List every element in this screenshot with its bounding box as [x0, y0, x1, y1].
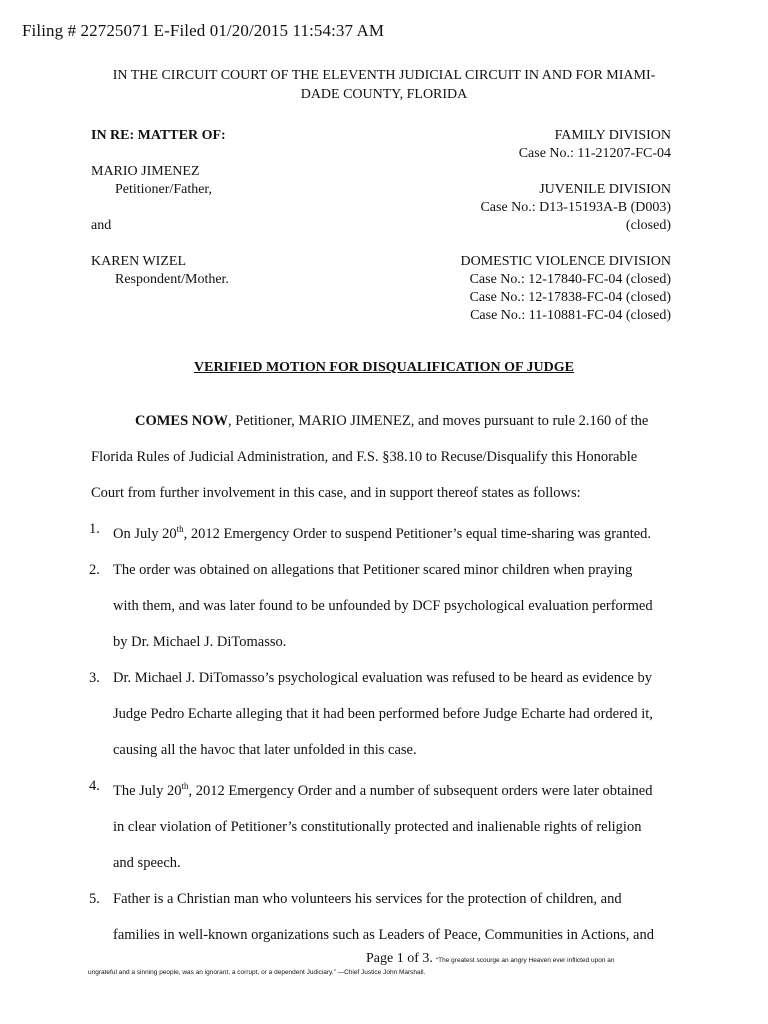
intro-paragraph	[91, 403, 691, 511]
dv-division: DOMESTIC VIOLENCE DIVISION	[460, 254, 671, 269]
intro-line-1: , Petitioner, MARIO JIMENEZ, and moves pursuant to rule 2.160 of the	[228, 413, 649, 429]
family-division: FAMILY DIVISION	[554, 128, 671, 143]
court-heading	[80, 66, 688, 104]
intro-line-3: Court from further involvement in this case, and in support thereof states as follows:	[91, 485, 581, 501]
numbered-list	[89, 511, 689, 953]
page-number: Page 1 of 3.	[366, 951, 433, 966]
intro-lead: COMES NOW	[135, 413, 229, 429]
in-re-label: IN RE: MATTER OF:	[91, 128, 226, 143]
list-item: 2. The order was obtained on allegations that Petitioner scared minor children when praying with them, and was later found to be unfounded by DCF psychological evaluation performed by Dr. Michael J. DiTomasso.	[89, 561, 653, 650]
family-case-number: Case No.: 11-21207-FC-04	[518, 146, 671, 161]
list-item: 1. On July 20th, 2012 Emergency Order to suspend Petitioner’s equal time-sharing was granted.	[89, 521, 652, 542]
motion-title: VERIFIED MOTION FOR DISQUALIFICATION OF JUDGE	[194, 360, 574, 375]
juvenile-closed: (closed)	[625, 218, 671, 233]
respondent-role: Respondent/Mother.	[115, 272, 229, 287]
footer-quote-line-1: “The greatest scourge an angry Heaven ever inflicted upon an	[436, 957, 615, 964]
and-label: and	[91, 218, 112, 233]
footer-quote-line-2: ungrateful and a sinning people, was an ignorant, a corrupt, or a dependent Judiciary.” —Chief Justice John Marshall.	[88, 969, 426, 976]
filing-stamp: Filing # 22725071 E-Filed 01/20/2015 11:54:37 AM	[22, 21, 385, 40]
dv-case-number-2: Case No.: 12-17838-FC-04 (closed)	[469, 290, 671, 305]
juvenile-case-number: Case No.: D13-15193A-B (D003)	[480, 200, 671, 215]
list-item: 4. The July 20th, 2012 Emergency Order and a number of subsequent orders were later obtained in clear violation of Petitioner’s constitutionally protected and inalienable rights of religion and speech.	[89, 777, 653, 871]
court-line-2: DADE COUNTY, FLORIDA	[300, 87, 468, 102]
intro-line-2: Florida Rules of Judicial Administration, and F.S. §38.10 to Recuse/Disqualify this Honorable	[91, 449, 638, 465]
petitioner-role: Petitioner/Father,	[115, 182, 213, 197]
respondent-name: KAREN WIZEL	[91, 254, 186, 269]
juvenile-division: JUVENILE DIVISION	[539, 182, 671, 197]
dv-case-number-1: Case No.: 12-17840-FC-04 (closed)	[469, 272, 671, 287]
court-line-1: IN THE CIRCUIT COURT OF THE ELEVENTH JUDICIAL CIRCUIT IN AND FOR MIAMI-	[112, 68, 656, 83]
list-item: 3. Dr. Michael J. DiTomasso’s psychological evaluation was refused to be heard as evidence by Judge Pedro Echarte alleging that it had been performed before Judge Echarte had ordered it, causing all the havoc that later unfolded in this case.	[89, 669, 653, 758]
petitioner-name: MARIO JIMENEZ	[91, 164, 200, 179]
dv-case-number-3: Case No.: 11-10881-FC-04 (closed)	[470, 308, 671, 323]
list-item: 5. Father is a Christian man who volunteers his services for the protection of children, and families in well-known organizations such as Leaders of Peace, Communities in Actions, and	[89, 890, 654, 943]
